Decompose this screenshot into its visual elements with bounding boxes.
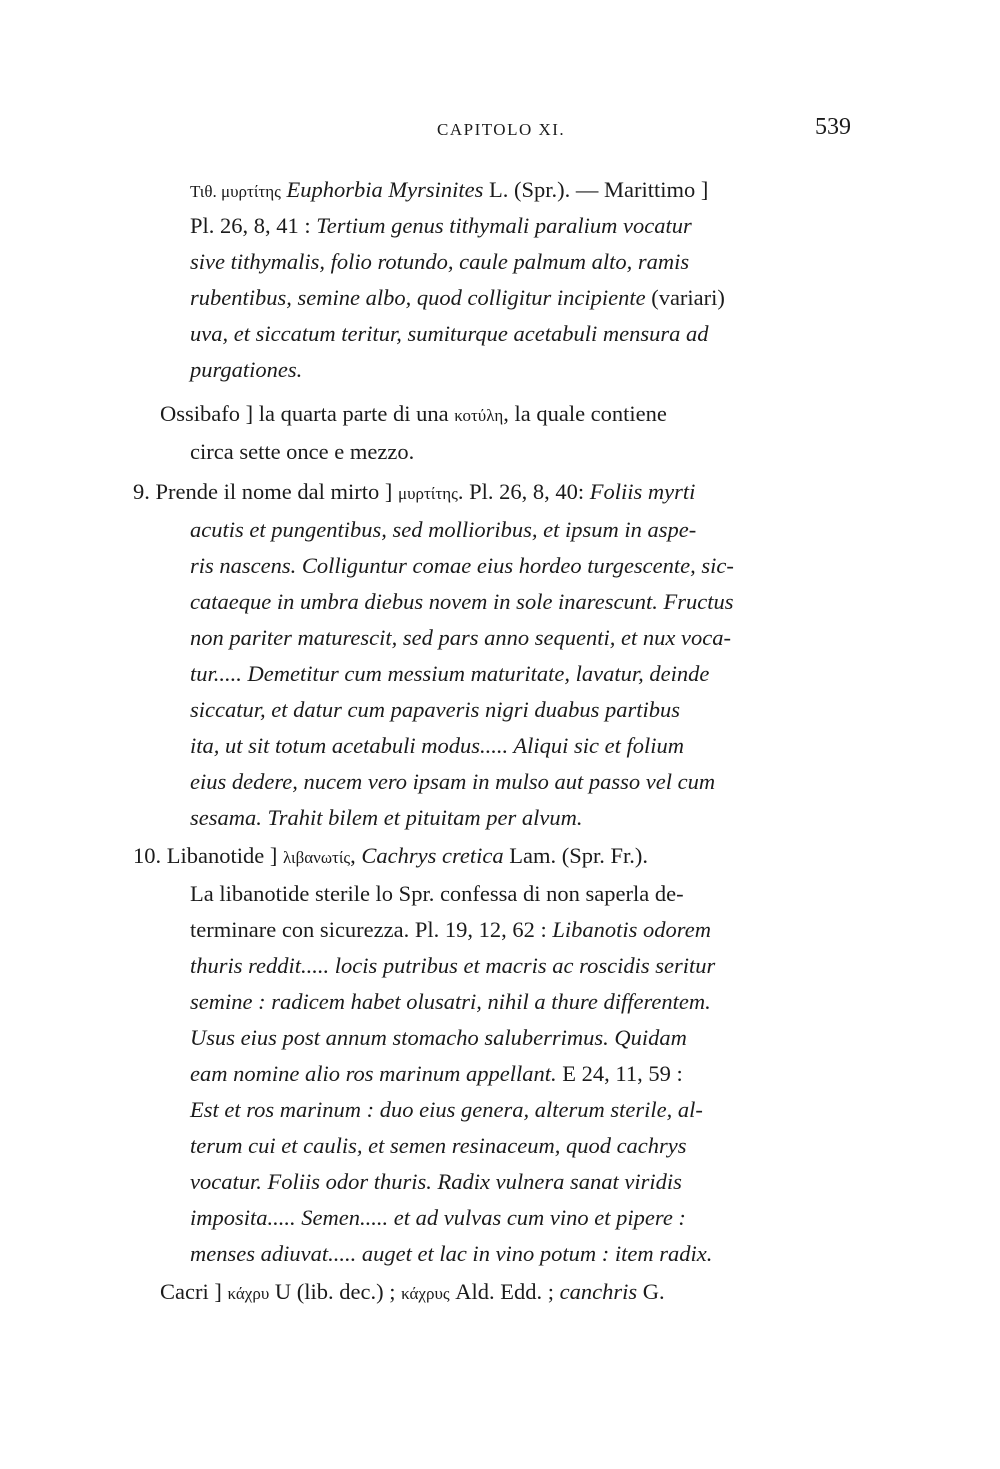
greek-word: Τιθ. xyxy=(190,182,222,201)
text-line xyxy=(190,316,708,352)
text-line xyxy=(190,548,734,584)
text-segment: G. xyxy=(637,1279,665,1304)
latin-italic-text: sesama. Trahit bilem et pituitam per alvum. xyxy=(190,805,583,830)
text-segment: 9. Prende il nome dal mirto ] xyxy=(133,479,398,504)
text-segment: circa sette once e mezzo. xyxy=(190,439,415,464)
text-line xyxy=(160,396,667,434)
text-segment: Ossibafo ] la quarta parte di una xyxy=(160,401,455,426)
text-line xyxy=(190,876,684,912)
greek-word: μυρτίτης xyxy=(221,182,281,201)
latin-italic-text: ris nascens. Colliguntur comae eius hordeo turgescente, sic- xyxy=(190,553,734,578)
greek-word: κάχρυς xyxy=(401,1284,450,1303)
greek-word: λιβανωτίς xyxy=(282,848,351,867)
latin-italic-text: thuris reddit..... locis putribus et macris ac roscidis seritur xyxy=(190,953,716,978)
text-line xyxy=(190,352,302,388)
latin-italic-text: ita, ut sit totum acetabuli modus..... Aliqui sic et folium xyxy=(190,733,684,758)
latin-italic-text: tur..... Demetitur cum messium maturitate, lavatur, deinde xyxy=(190,661,710,686)
latin-italic-text: acutis et pungentibus, sed mollioribus, et ipsum in aspe- xyxy=(190,517,697,542)
text-line xyxy=(190,800,583,836)
chapter-title: CAPITOLO XI. xyxy=(437,120,566,139)
page-number: 539 xyxy=(815,114,851,140)
text-line xyxy=(160,1274,665,1312)
text-line xyxy=(133,838,648,876)
text-segment: Cacri ] xyxy=(160,1279,228,1304)
text-line xyxy=(190,1020,687,1056)
latin-italic-text: Libanotis odorem xyxy=(552,917,711,942)
text-segment: U (lib. dec.) ; xyxy=(269,1279,402,1304)
latin-italic-text: Foliis myrti xyxy=(589,479,696,504)
greek-word: κοτύλη xyxy=(454,406,504,425)
latin-italic-text: cataeque in umbra diebus novem in sole inarescunt. Fructus xyxy=(190,589,734,614)
text-line xyxy=(190,1092,703,1128)
text-segment: , la quale contiene xyxy=(503,401,667,426)
text-segment: . Pl. 26, 8, 40: xyxy=(457,479,590,504)
greek-word: μυρτίτης xyxy=(397,484,458,503)
latin-italic-text: non pariter maturescit, sed pars anno sequenti, et nux voca- xyxy=(190,625,731,650)
latin-italic-text: canchris xyxy=(559,1279,638,1304)
text-line xyxy=(190,1164,682,1200)
latin-italic-text: Est et ros marinum : duo eius genera, alterum sterile, al- xyxy=(190,1097,703,1122)
text-segment: L. (Spr.). — Marittimo ] xyxy=(483,177,709,202)
latin-italic-text: menses adiuvat..... auget et lac in vino potum : item radix. xyxy=(190,1241,713,1266)
text-line xyxy=(190,244,689,280)
latin-italic-text: semine : radicem habet olusatri, nihil a thure differentem. xyxy=(190,989,711,1014)
latin-italic-text: Euphorbia Myrsinites xyxy=(280,177,484,202)
text-line xyxy=(190,434,414,470)
text-line xyxy=(190,1128,687,1164)
latin-italic-text: uva, et siccatum teritur, sumiturque acetabuli mensura ad xyxy=(190,321,709,346)
text-line xyxy=(190,656,709,692)
text-line xyxy=(190,512,696,548)
greek-word: κάχρυ xyxy=(227,1284,270,1303)
text-line xyxy=(190,584,733,620)
latin-italic-text: purgationes. xyxy=(190,357,303,382)
text-line xyxy=(190,620,731,656)
text-segment: La libanotide sterile lo Spr. confessa di non saperla de- xyxy=(190,881,684,906)
text-line xyxy=(133,474,695,512)
running-header xyxy=(0,112,1000,152)
text-line xyxy=(190,912,711,948)
text-line xyxy=(190,1200,686,1236)
latin-italic-text: sive tithymalis, folio rotundo, caule palmum alto, ramis xyxy=(190,249,690,274)
latin-italic-text: Usus eius post annum stomacho saluberrimus. Quidam xyxy=(190,1025,687,1050)
text-line xyxy=(190,692,680,728)
latin-italic-text: imposita..... Semen..... et ad vulvas cum vino et pipere : xyxy=(190,1205,686,1230)
latin-italic-text: Cachrys cretica xyxy=(361,843,504,868)
text-line xyxy=(190,1236,712,1272)
text-line xyxy=(190,728,684,764)
latin-italic-text: terum cui et caulis, et semen resinaceum, quod cachrys xyxy=(190,1133,687,1158)
text-segment: 10. Libanotide ] xyxy=(133,843,283,868)
latin-italic-text: Tertium genus tithymali paralium vocatur xyxy=(316,213,692,238)
latin-italic-text: siccatur, et datur cum papaveris nigri duabus partibus xyxy=(190,697,680,722)
text-line xyxy=(190,280,725,316)
text-segment: E 24, 11, 59 : xyxy=(556,1061,683,1086)
text-segment: Pl. 26, 8, 41 : xyxy=(190,213,317,238)
text-segment: terminare con sicurezza. Pl. 19, 12, 62 : xyxy=(190,917,553,942)
text-line xyxy=(190,948,715,984)
text-line xyxy=(190,764,715,800)
text-segment: (variari) xyxy=(645,285,725,310)
latin-italic-text: rubentibus, semine albo, quod colligitur incipiente xyxy=(190,285,646,310)
text-segment: Lam. (Spr. Fr.). xyxy=(503,843,649,868)
text-line xyxy=(190,984,711,1020)
text-segment: , xyxy=(350,843,362,868)
text-line xyxy=(190,208,692,244)
latin-italic-text: eam nomine alio ros marinum appellant. xyxy=(190,1061,557,1086)
text-line xyxy=(190,172,708,210)
latin-italic-text: vocatur. Foliis odor thuris. Radix vulnera sanat viridis xyxy=(190,1169,682,1194)
latin-italic-text: eius dedere, nucem vero ipsam in mulso aut passo vel cum xyxy=(190,769,716,794)
text-segment: Ald. Edd. ; xyxy=(449,1279,560,1304)
text-line xyxy=(190,1056,683,1092)
